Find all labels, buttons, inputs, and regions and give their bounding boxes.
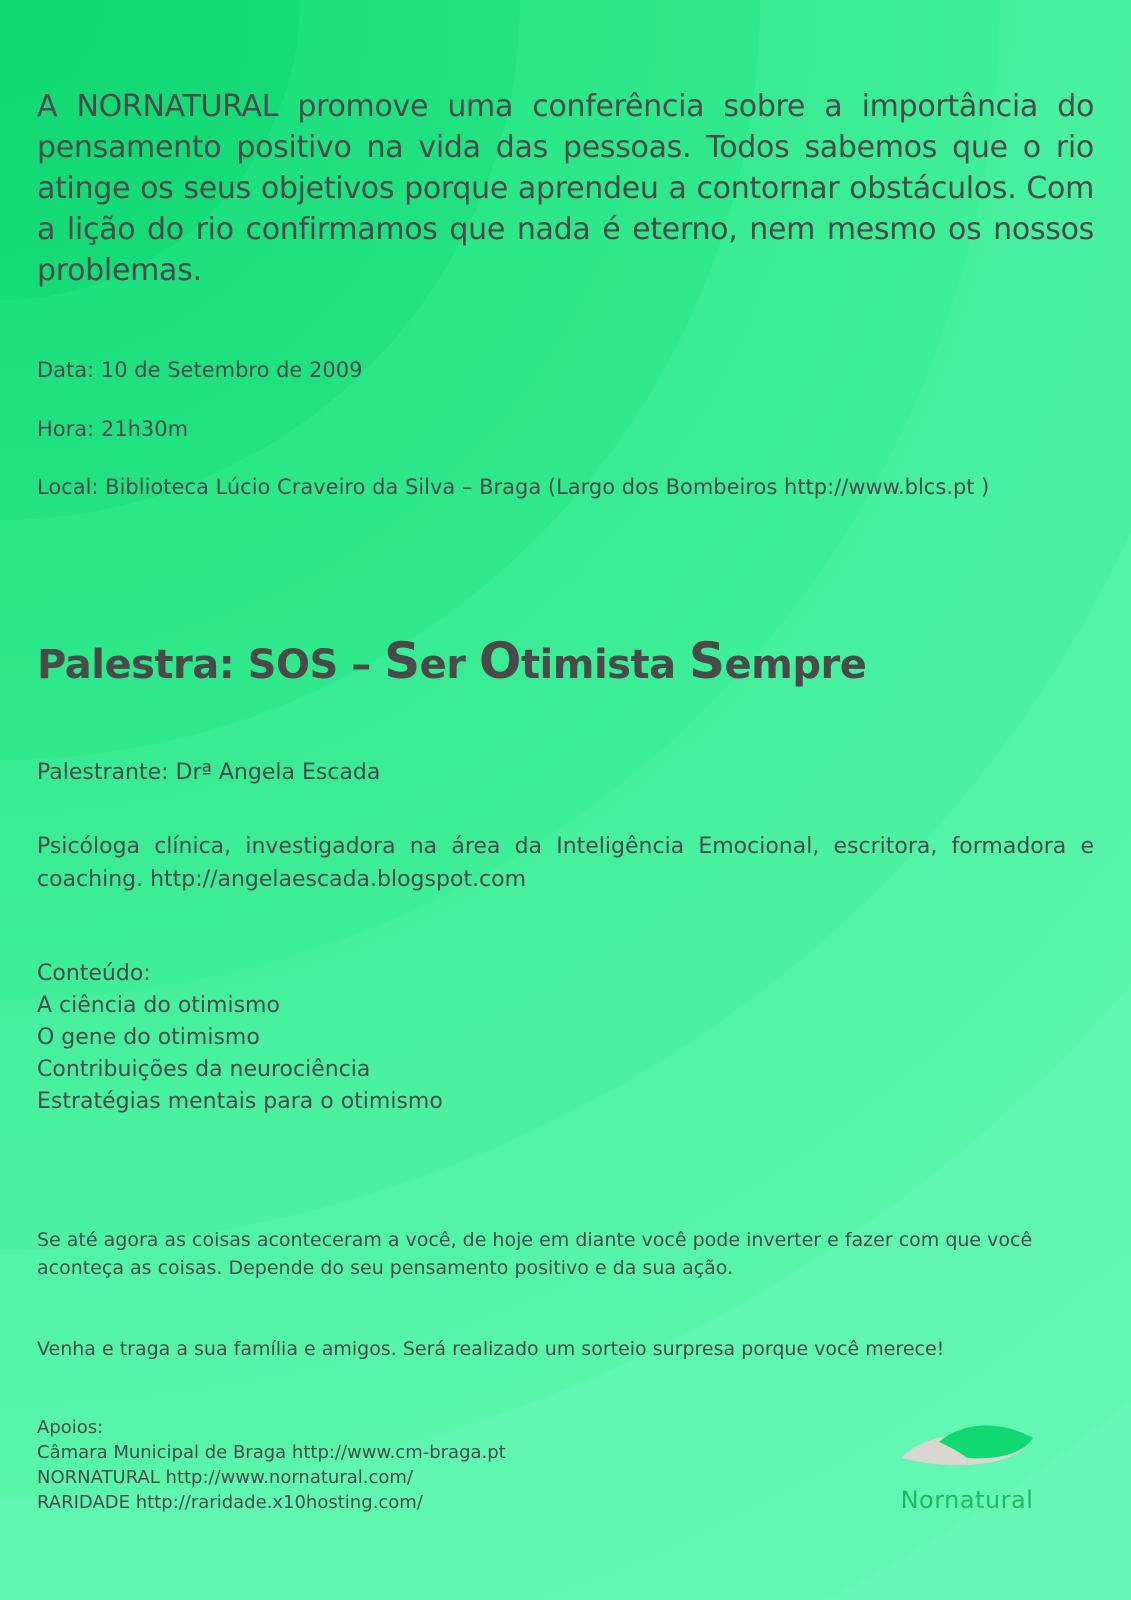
supporters-list xyxy=(37,1415,506,1515)
speaker-bio: Psicóloga clínica, investigadora na área da Inteligência Emocional, escritora, formadora e coaching. http://angelaescada.blogspot.com xyxy=(37,834,1094,892)
speaker: Palestrante: Drª Angela Escada xyxy=(37,760,381,785)
talk-title xyxy=(37,632,866,690)
talk-title-initial-o: O xyxy=(478,632,521,690)
list-item: RARIDADE http://raridade.x10hosting.com/ xyxy=(37,1492,423,1513)
list-item: A ciência do otimismo xyxy=(37,993,280,1018)
list-item: O gene do otimismo xyxy=(37,1025,260,1050)
content-list xyxy=(37,958,443,1118)
talk-title-word-sempre: empre xyxy=(724,642,867,688)
list-item: Câmara Municipal de Braga http://www.cm-braga.pt xyxy=(37,1442,506,1463)
supporters-heading: Apoios: xyxy=(37,1417,104,1438)
leaf-eye-icon xyxy=(897,1420,1037,1488)
event-time: Hora: 21h30m xyxy=(37,417,189,441)
list-item: NORNATURAL http://www.nornatural.com/ xyxy=(37,1467,413,1488)
invitation-paragraph: Venha e traga a sua família e amigos. Será realizado um sorteio surpresa porque você merece! xyxy=(37,1338,945,1360)
list-item: Estratégias mentais para o otimismo xyxy=(37,1089,443,1114)
list-item: Contribuições da neurociência xyxy=(37,1057,371,1082)
event-location: Local: Biblioteca Lúcio Craveiro da Silva – Braga (Largo dos Bombeiros http://www.blcs.pt ) xyxy=(37,475,990,499)
closing-paragraph: Se até agora as coisas aconteceram a você, de hoje em diante você pode inverter e fazer com que você aconteça as coisas. Depende do seu pensamento positivo e da sua ação. xyxy=(37,1229,1033,1279)
talk-title-initial-s: S xyxy=(384,632,420,690)
content-heading: Conteúdo: xyxy=(37,961,151,986)
intro-paragraph: A NORNATURAL promove uma conferência sobre a importância do pensamento positivo na vida das pessoas. Todos sabemos que o rio atinge os seus objetivos porque aprendeu a contornar obstáculos. Com a lição do rio confirmamos que nada é eterno, nem mesmo os nossos problemas. xyxy=(37,89,1094,288)
talk-title-word-otimista: timista xyxy=(520,642,690,688)
event-date: Data: 10 de Setembro de 2009 xyxy=(37,358,363,382)
logo-wordmark: Nornatural xyxy=(900,1486,1034,1514)
nornatural-logo xyxy=(897,1420,1037,1520)
talk-title-prefix: Palestra: SOS – xyxy=(37,642,385,688)
talk-title-initial-s2: S xyxy=(689,632,725,690)
talk-title-word-ser: er xyxy=(419,642,479,688)
